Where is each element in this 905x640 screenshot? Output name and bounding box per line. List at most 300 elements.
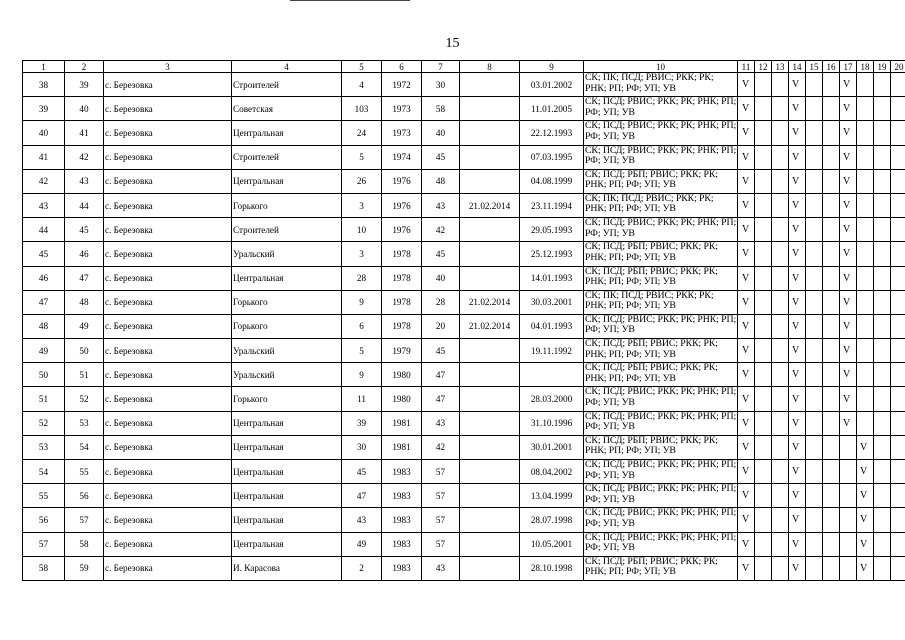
row-number-cell: 47: [23, 290, 65, 314]
mark-cell: V: [789, 460, 806, 484]
mark-cell: [823, 363, 840, 387]
mark-cell: [857, 266, 874, 290]
table-row: [23, 290, 905, 314]
date-cell: [460, 218, 520, 242]
mark-cell: [755, 73, 772, 97]
mark-cell: V: [857, 484, 874, 508]
year-built-cell: 1973: [382, 121, 422, 145]
date-cell: 03.01.2002: [520, 73, 584, 97]
mark-cell: [840, 435, 857, 459]
mark-cell: V: [857, 532, 874, 556]
object-number-cell: 50: [65, 339, 104, 363]
mark-cell: [891, 73, 905, 97]
date-cell: 21.02.2014: [460, 314, 520, 338]
register-table: [22, 60, 905, 581]
column-header: 10: [584, 61, 738, 73]
house-number-cell: 2: [342, 556, 382, 580]
row-number-cell: 58: [23, 556, 65, 580]
wear-percent-cell: 57: [422, 508, 460, 532]
codes-cell: СК; ПСД; РВИС; РКК; РК; РНК; РП; РФ; УП; УВ: [584, 97, 738, 121]
mark-cell: V: [840, 290, 857, 314]
codes-cell: СК; ПК; ПСД; РВИС; РКК; РК; РНК; РП; РФ; УП; УВ: [584, 193, 738, 217]
mark-cell: V: [789, 290, 806, 314]
object-number-cell: 39: [65, 73, 104, 97]
mark-cell: [772, 508, 789, 532]
mark-cell: [891, 145, 905, 169]
mark-cell: [806, 411, 823, 435]
mark-cell: V: [789, 339, 806, 363]
mark-cell: [857, 363, 874, 387]
mark-cell: [806, 460, 823, 484]
year-built-cell: 1978: [382, 314, 422, 338]
mark-cell: [755, 484, 772, 508]
mark-cell: [823, 435, 840, 459]
date-cell: [460, 73, 520, 97]
wear-percent-cell: 47: [422, 387, 460, 411]
year-built-cell: 1978: [382, 242, 422, 266]
mark-cell: [772, 411, 789, 435]
wear-percent-cell: 42: [422, 218, 460, 242]
street-cell: Горького: [232, 387, 342, 411]
mark-cell: [891, 314, 905, 338]
mark-cell: V: [738, 363, 755, 387]
mark-cell: [823, 339, 840, 363]
mark-cell: V: [738, 121, 755, 145]
mark-cell: [772, 339, 789, 363]
row-number-cell: 53: [23, 435, 65, 459]
settlement-cell: с. Березовка: [104, 218, 232, 242]
object-number-cell: 41: [65, 121, 104, 145]
mark-cell: [823, 266, 840, 290]
wear-percent-cell: 43: [422, 556, 460, 580]
table-row: [23, 556, 905, 580]
settlement-cell: с. Березовка: [104, 363, 232, 387]
year-built-cell: 1980: [382, 363, 422, 387]
mark-cell: [857, 411, 874, 435]
street-cell: Горького: [232, 314, 342, 338]
row-number-cell: 42: [23, 169, 65, 193]
mark-cell: [874, 97, 891, 121]
mark-cell: [806, 145, 823, 169]
row-number-cell: 52: [23, 411, 65, 435]
table-row: [23, 508, 905, 532]
row-number-cell: 55: [23, 484, 65, 508]
mark-cell: [874, 145, 891, 169]
settlement-cell: с. Березовка: [104, 290, 232, 314]
codes-cell: СК; ПСД; РБП; РВИС; РКК; РК; РНК; РП; РФ; УП; УВ: [584, 339, 738, 363]
mark-cell: [874, 363, 891, 387]
object-number-cell: 49: [65, 314, 104, 338]
mark-cell: V: [840, 387, 857, 411]
mark-cell: [806, 339, 823, 363]
mark-cell: [891, 242, 905, 266]
mark-cell: V: [840, 169, 857, 193]
mark-cell: [806, 266, 823, 290]
row-number-cell: 49: [23, 339, 65, 363]
mark-cell: [891, 435, 905, 459]
mark-cell: [857, 339, 874, 363]
settlement-cell: с. Березовка: [104, 508, 232, 532]
date-cell: [460, 121, 520, 145]
page-number: 15: [445, 36, 460, 51]
mark-cell: [823, 484, 840, 508]
street-cell: Строителей: [232, 218, 342, 242]
street-cell: Горького: [232, 290, 342, 314]
row-number-cell: 51: [23, 387, 65, 411]
mark-cell: [806, 363, 823, 387]
date-cell: [460, 460, 520, 484]
mark-cell: [891, 411, 905, 435]
table-row: [23, 193, 905, 217]
wear-percent-cell: 43: [422, 411, 460, 435]
mark-cell: [806, 314, 823, 338]
mark-cell: V: [789, 411, 806, 435]
year-built-cell: 1983: [382, 508, 422, 532]
wear-percent-cell: 28: [422, 290, 460, 314]
mark-cell: V: [738, 508, 755, 532]
date-cell: [460, 339, 520, 363]
year-built-cell: 1978: [382, 290, 422, 314]
row-number-cell: 56: [23, 508, 65, 532]
date-cell: [460, 435, 520, 459]
mark-cell: [772, 121, 789, 145]
wear-percent-cell: 47: [422, 363, 460, 387]
mark-cell: [874, 508, 891, 532]
mark-cell: [806, 387, 823, 411]
mark-cell: [823, 145, 840, 169]
date-cell: 04.01.1993: [520, 314, 584, 338]
mark-cell: [755, 218, 772, 242]
house-number-cell: 47: [342, 484, 382, 508]
mark-cell: [891, 290, 905, 314]
street-cell: И. Карасова: [232, 556, 342, 580]
mark-cell: [755, 145, 772, 169]
house-number-cell: 3: [342, 193, 382, 217]
mark-cell: [755, 193, 772, 217]
date-cell: [460, 508, 520, 532]
mark-cell: V: [738, 97, 755, 121]
mark-cell: V: [840, 73, 857, 97]
house-number-cell: 3: [342, 242, 382, 266]
mark-cell: [891, 121, 905, 145]
wear-percent-cell: 40: [422, 266, 460, 290]
year-built-cell: 1972: [382, 73, 422, 97]
settlement-cell: с. Березовка: [104, 193, 232, 217]
date-cell: 25.12.1993: [520, 242, 584, 266]
column-header: 4: [232, 61, 342, 73]
mark-cell: [891, 266, 905, 290]
mark-cell: [840, 556, 857, 580]
table-row: [23, 339, 905, 363]
column-header: 11: [738, 61, 755, 73]
wear-percent-cell: 58: [422, 97, 460, 121]
date-cell: 30.03.2001: [520, 290, 584, 314]
mark-cell: V: [789, 193, 806, 217]
column-header: 18: [857, 61, 874, 73]
mark-cell: V: [738, 218, 755, 242]
date-cell: 13.04.1999: [520, 484, 584, 508]
mark-cell: V: [738, 339, 755, 363]
table-row: [23, 169, 905, 193]
wear-percent-cell: 42: [422, 435, 460, 459]
mark-cell: V: [840, 242, 857, 266]
mark-cell: [823, 556, 840, 580]
house-number-cell: 45: [342, 460, 382, 484]
row-number-cell: 45: [23, 242, 65, 266]
mark-cell: [772, 484, 789, 508]
mark-cell: [891, 532, 905, 556]
mark-cell: [874, 435, 891, 459]
year-built-cell: 1981: [382, 411, 422, 435]
mark-cell: [806, 532, 823, 556]
house-number-cell: 26: [342, 169, 382, 193]
column-header: 6: [382, 61, 422, 73]
settlement-cell: с. Березовка: [104, 460, 232, 484]
settlement-cell: с. Березовка: [104, 411, 232, 435]
mark-cell: [772, 387, 789, 411]
mark-cell: [874, 218, 891, 242]
mark-cell: V: [738, 266, 755, 290]
table-row: [23, 97, 905, 121]
date-cell: 30.01.2001: [520, 435, 584, 459]
house-number-cell: 39: [342, 411, 382, 435]
settlement-cell: с. Березовка: [104, 314, 232, 338]
table-row: [23, 532, 905, 556]
house-number-cell: 30: [342, 435, 382, 459]
settlement-cell: с. Березовка: [104, 532, 232, 556]
year-built-cell: 1981: [382, 435, 422, 459]
table-row: [23, 218, 905, 242]
mark-cell: V: [840, 145, 857, 169]
mark-cell: [806, 218, 823, 242]
mark-cell: [891, 387, 905, 411]
mark-cell: [772, 242, 789, 266]
date-cell: 21.02.2014: [460, 193, 520, 217]
object-number-cell: 40: [65, 97, 104, 121]
date-cell: [520, 363, 584, 387]
date-cell: [460, 145, 520, 169]
object-number-cell: 42: [65, 145, 104, 169]
mark-cell: [874, 121, 891, 145]
object-number-cell: 56: [65, 484, 104, 508]
mark-cell: V: [840, 339, 857, 363]
codes-cell: СК; ПСД; РВИС; РКК; РК; РНК; РП; РФ; УП; УВ: [584, 387, 738, 411]
codes-cell: СК; ПСД; РБП; РВИС; РКК; РК; РНК; РП; РФ; УП; УВ: [584, 556, 738, 580]
mark-cell: V: [789, 363, 806, 387]
year-built-cell: 1976: [382, 218, 422, 242]
mark-cell: [772, 169, 789, 193]
row-number-cell: 54: [23, 460, 65, 484]
object-number-cell: 55: [65, 460, 104, 484]
mark-cell: [874, 339, 891, 363]
object-number-cell: 46: [65, 242, 104, 266]
street-cell: Центральная: [232, 411, 342, 435]
mark-cell: [874, 193, 891, 217]
mark-cell: V: [789, 387, 806, 411]
mark-cell: V: [738, 556, 755, 580]
mark-cell: [823, 314, 840, 338]
table-row: [23, 484, 905, 508]
mark-cell: [772, 314, 789, 338]
codes-cell: СК; ПСД; РБП; РВИС; РКК; РК; РНК; РП; РФ; УП; УВ: [584, 242, 738, 266]
mark-cell: [772, 193, 789, 217]
wear-percent-cell: 57: [422, 460, 460, 484]
mark-cell: V: [738, 387, 755, 411]
mark-cell: [772, 435, 789, 459]
mark-cell: [755, 169, 772, 193]
mark-cell: V: [840, 266, 857, 290]
mark-cell: V: [840, 411, 857, 435]
street-cell: Уральский: [232, 363, 342, 387]
column-header: 9: [520, 61, 584, 73]
mark-cell: [755, 242, 772, 266]
date-cell: [460, 266, 520, 290]
mark-cell: [874, 169, 891, 193]
year-built-cell: 1973: [382, 97, 422, 121]
codes-cell: СК; ПСД; РВИС; РКК; РК; РНК; РП; РФ; УП; УВ: [584, 484, 738, 508]
mark-cell: V: [738, 290, 755, 314]
wear-percent-cell: 20: [422, 314, 460, 338]
date-cell: [460, 363, 520, 387]
mark-cell: [874, 411, 891, 435]
date-cell: 19.11.1992: [520, 339, 584, 363]
date-cell: 08.04.2002: [520, 460, 584, 484]
codes-cell: СК; ПСД; РБП; РВИС; РКК; РК; РНК; РП; РФ; УП; УВ: [584, 435, 738, 459]
mark-cell: V: [738, 73, 755, 97]
mark-cell: V: [857, 460, 874, 484]
house-number-cell: 5: [342, 339, 382, 363]
date-cell: 29.05.1993: [520, 218, 584, 242]
mark-cell: [874, 73, 891, 97]
codes-cell: СК; ПСД; РВИС; РКК; РК; РНК; РП; РФ; УП; УВ: [584, 314, 738, 338]
mark-cell: [891, 556, 905, 580]
object-number-cell: 44: [65, 193, 104, 217]
mark-cell: [772, 73, 789, 97]
date-cell: 14.01.1993: [520, 266, 584, 290]
column-header: 13: [772, 61, 789, 73]
mark-cell: [840, 460, 857, 484]
codes-cell: СК; ПСД; РБП; РВИС; РКК; РК; РНК; РП; РФ; УП; УВ: [584, 363, 738, 387]
column-header: 2: [65, 61, 104, 73]
mark-cell: [772, 266, 789, 290]
wear-percent-cell: 40: [422, 121, 460, 145]
mark-cell: [840, 484, 857, 508]
mark-cell: [755, 363, 772, 387]
street-cell: Центральная: [232, 532, 342, 556]
street-cell: Горького: [232, 193, 342, 217]
codes-cell: СК; ПК; ПСД; РВИС; РКК; РК; РНК; РП; РФ; УП; УВ: [584, 73, 738, 97]
column-header: 8: [460, 61, 520, 73]
row-number-cell: 48: [23, 314, 65, 338]
mark-cell: V: [789, 169, 806, 193]
mark-cell: [823, 121, 840, 145]
table-row: [23, 314, 905, 338]
mark-cell: V: [738, 460, 755, 484]
house-number-cell: 5: [342, 145, 382, 169]
mark-cell: V: [789, 314, 806, 338]
codes-cell: СК; ПСД; РБП; РВИС; РКК; РК; РНК; РП; РФ; УП; УВ: [584, 266, 738, 290]
mark-cell: [857, 73, 874, 97]
date-cell: [460, 97, 520, 121]
mark-cell: V: [789, 508, 806, 532]
date-cell: [460, 169, 520, 193]
year-built-cell: 1983: [382, 556, 422, 580]
mark-cell: [806, 435, 823, 459]
mark-cell: V: [789, 121, 806, 145]
wear-percent-cell: 48: [422, 169, 460, 193]
house-number-cell: 24: [342, 121, 382, 145]
date-cell: 28.07.1998: [520, 508, 584, 532]
object-number-cell: 45: [65, 218, 104, 242]
mark-cell: V: [789, 266, 806, 290]
mark-cell: [857, 290, 874, 314]
row-number-cell: 40: [23, 121, 65, 145]
mark-cell: [891, 508, 905, 532]
column-header: 12: [755, 61, 772, 73]
column-header: 19: [874, 61, 891, 73]
mark-cell: V: [840, 363, 857, 387]
table-row: [23, 460, 905, 484]
object-number-cell: 47: [65, 266, 104, 290]
mark-cell: [823, 460, 840, 484]
house-number-cell: 103: [342, 97, 382, 121]
wear-percent-cell: 57: [422, 484, 460, 508]
year-built-cell: 1974: [382, 145, 422, 169]
mark-cell: [755, 290, 772, 314]
mark-cell: [755, 532, 772, 556]
mark-cell: [806, 121, 823, 145]
top-rule: [290, 0, 410, 1]
house-number-cell: 43: [342, 508, 382, 532]
object-number-cell: 57: [65, 508, 104, 532]
street-cell: Центральная: [232, 435, 342, 459]
mark-cell: [755, 508, 772, 532]
mark-cell: [857, 121, 874, 145]
mark-cell: V: [789, 484, 806, 508]
mark-cell: V: [857, 508, 874, 532]
year-built-cell: 1983: [382, 460, 422, 484]
column-header: 7: [422, 61, 460, 73]
mark-cell: V: [789, 556, 806, 580]
street-cell: Центральная: [232, 460, 342, 484]
house-number-cell: 6: [342, 314, 382, 338]
settlement-cell: с. Березовка: [104, 435, 232, 459]
date-cell: [460, 242, 520, 266]
mark-cell: [823, 387, 840, 411]
mark-cell: [857, 145, 874, 169]
mark-cell: [772, 218, 789, 242]
object-number-cell: 51: [65, 363, 104, 387]
object-number-cell: 59: [65, 556, 104, 580]
year-built-cell: 1976: [382, 193, 422, 217]
mark-cell: [840, 532, 857, 556]
table-row: [23, 121, 905, 145]
column-header: 16: [823, 61, 840, 73]
street-cell: Центральная: [232, 508, 342, 532]
date-cell: [460, 484, 520, 508]
settlement-cell: с. Березовка: [104, 484, 232, 508]
column-header: 20: [891, 61, 905, 73]
mark-cell: [857, 387, 874, 411]
column-header: 15: [806, 61, 823, 73]
mark-cell: [840, 508, 857, 532]
wear-percent-cell: 45: [422, 339, 460, 363]
mark-cell: V: [789, 532, 806, 556]
mark-cell: [755, 121, 772, 145]
object-number-cell: 52: [65, 387, 104, 411]
table-row: [23, 145, 905, 169]
codes-cell: СК; ПСД; РВИС; РКК; РК; РНК; РП; РФ; УП; УВ: [584, 532, 738, 556]
